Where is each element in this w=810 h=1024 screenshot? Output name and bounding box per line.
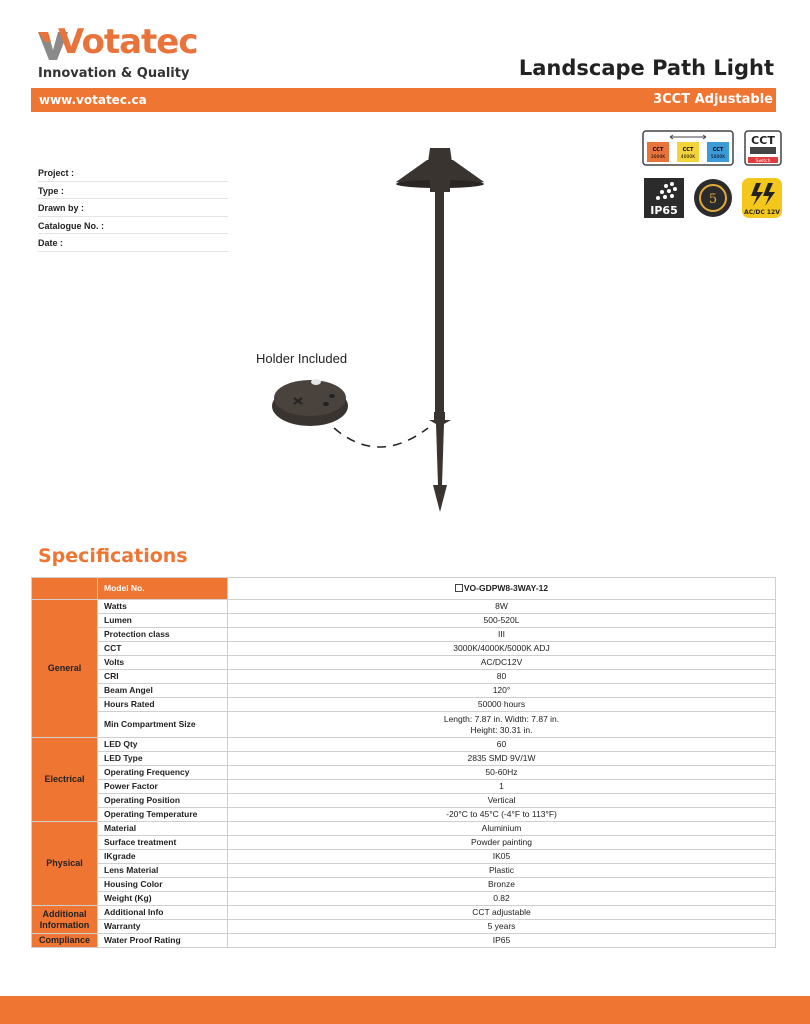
power-label: AC/DC 12V [744,209,780,216]
spec-row [32,836,776,850]
spec-row [32,892,776,906]
spec-row [32,684,776,698]
spec-row [32,628,776,642]
spec-value: 80 [496,671,507,681]
project-field[interactable]: Project : [38,164,228,182]
spec-value-cell [228,766,776,780]
spec-value-cell [228,934,776,948]
spec-row [32,600,776,614]
footer-bar [0,996,810,1024]
spec-value: Aluminium [481,823,522,833]
model-group-cell [32,578,98,600]
ip-rating-label: IP65 [650,204,678,217]
tagline: Innovation & Quality [38,66,190,81]
spec-value-cell [228,808,776,822]
cct-temp-3000: 3000K [650,155,666,160]
spec-group-label: Compliance [32,934,98,948]
spec-value: Vertical [487,795,516,805]
spec-value: 120° [492,685,511,695]
spec-value-cell [228,684,776,698]
spec-value-cell [228,822,776,836]
spec-value-cell [228,920,776,934]
logo-text: Votatec [58,22,198,62]
spec-row [32,920,776,934]
website-link[interactable]: www.votatec.ca [39,93,147,107]
spec-row [32,766,776,780]
spec-label: Operating Frequency [98,766,228,780]
spec-value: 60 [496,739,507,749]
cct-label: CCT [682,147,694,153]
cct-switch-icon [744,130,782,166]
spec-row [32,670,776,684]
spec-row [32,850,776,864]
spec-label: LED Qty [98,738,228,752]
spec-row [32,656,776,670]
spec-row [32,822,776,836]
cct-temp-4000: 4000K [680,155,696,160]
spec-row [32,642,776,656]
cct-switch-label: Switch [755,159,771,164]
spec-label: Weight (Kg) [98,892,228,906]
spec-value: Length: 7.87 in. Width: 7.87 in. [443,713,560,724]
model-checkbox[interactable] [455,584,463,592]
spec-label: Water Proof Rating [98,934,228,948]
spec-value-cell [228,614,776,628]
holder-image [268,368,438,458]
spec-row [32,780,776,794]
header-bar [31,88,776,112]
spec-value-cell [228,712,776,738]
model-label: Model No. [98,578,228,600]
specifications-heading: Specifications [38,545,188,567]
spec-group-label: Additional Information [32,906,98,934]
specifications-table [31,577,776,948]
spec-value: -20°C to 45°C (-4°F to 113°F) [446,809,557,819]
ip65-icon [644,178,684,218]
spec-value-cell [228,864,776,878]
spec-label: Power Factor [98,780,228,794]
spec-value: Plastic [488,865,515,875]
spec-value-cell [228,752,776,766]
spec-label: Beam Angel [98,684,228,698]
spec-label: Operating Position [98,794,228,808]
spec-value-cell [228,698,776,712]
ac-dc-12v-icon [742,178,782,218]
spec-value: IP65 [492,935,511,945]
holder-label: Holder Included [256,351,348,366]
spec-value-cell [228,850,776,864]
spec-value-cell [228,670,776,684]
spec-label: Additional Info [98,906,228,920]
model-value: VO-GDPW8-3WAY-12 [463,583,549,593]
drawn-by-field[interactable]: Drawn by : [38,199,228,217]
spec-label: Operating Temperature [98,808,228,822]
spec-group-label: Electrical [32,738,98,822]
spec-row [32,614,776,628]
spec-label: Material [98,822,228,836]
spec-row [32,934,776,948]
spec-label: CCT [98,642,228,656]
path-light-image [380,140,500,520]
spec-label: Lens Material [98,864,228,878]
spec-group-label: General [32,600,98,738]
spec-label: Warranty [98,920,228,934]
warranty-years: 5 [708,192,718,207]
spec-value-cell [228,600,776,614]
spec-value: 3000K/4000K/5000K ADJ [453,643,550,653]
feature-badges [642,130,782,220]
spec-row [32,712,776,738]
spec-label: Hours Rated [98,698,228,712]
spec-value: 8W [495,601,508,611]
spec-value-cell [228,878,776,892]
spec-value: 1 [499,781,504,791]
spec-row [32,698,776,712]
catalogue-no-field[interactable]: Catalogue No. : [38,217,228,235]
model-value-cell [228,578,776,600]
page-title: Landscape Path Light [518,56,774,80]
project-info-fields [38,164,228,252]
spec-value-cell [228,642,776,656]
spec-value-cell [228,794,776,808]
spec-label: Housing Color [98,878,228,892]
type-field[interactable]: Type : [38,182,228,200]
cct-3way-icon [642,130,734,166]
spec-label: Min Compartment Size [98,712,228,738]
spec-row [32,794,776,808]
spec-value-cell [228,656,776,670]
date-field[interactable]: Date : [38,234,228,252]
spec-group-label: Physical [32,822,98,906]
product-subtitle: 3CCT Adjustable [653,92,773,107]
spec-value: 50-60Hz [485,767,518,777]
spec-label: IKgrade [98,850,228,864]
spec-value: 2835 SMD 9V/1W [467,753,536,763]
spec-row [32,906,776,920]
spec-row [32,752,776,766]
spec-value-cell [228,780,776,794]
spec-label: Protection class [98,628,228,642]
cct-temp-5000: 5000K [710,155,726,160]
spec-value: 500-520L [483,615,520,625]
spec-value-cell [228,628,776,642]
spec-value: III [497,629,506,639]
spec-value: 50000 hours [477,699,526,709]
spec-row [32,738,776,752]
spec-label: Surface treatment [98,836,228,850]
cct-switch-title: CCT [751,134,775,147]
spec-value-cell [228,906,776,920]
spec-value-cell [228,738,776,752]
spec-row [32,878,776,892]
spec-value: CCT adjustable [472,907,531,917]
spec-value: 5 years [487,921,516,931]
spec-label: Watts [98,600,228,614]
warranty-5-years-icon [693,178,733,218]
spec-value-cell [228,836,776,850]
cct-label: CCT [652,147,664,153]
spec-value: Bronze [488,879,515,889]
model-row [32,578,776,600]
spec-label: Volts [98,656,228,670]
spec-label: CRI [98,670,228,684]
cct-label: CCT [712,147,724,153]
spec-value: 0.82 [493,893,510,903]
spec-value-cell [228,892,776,906]
spec-row [32,864,776,878]
spec-value: AC/DC12V [480,657,523,667]
spec-value: Powder painting [471,837,532,847]
spec-row [32,808,776,822]
spec-value-line2: Height: 30.31 in. [470,724,533,735]
spec-value: IK05 [492,851,511,861]
spec-label: LED Type [98,752,228,766]
spec-label: Lumen [98,614,228,628]
